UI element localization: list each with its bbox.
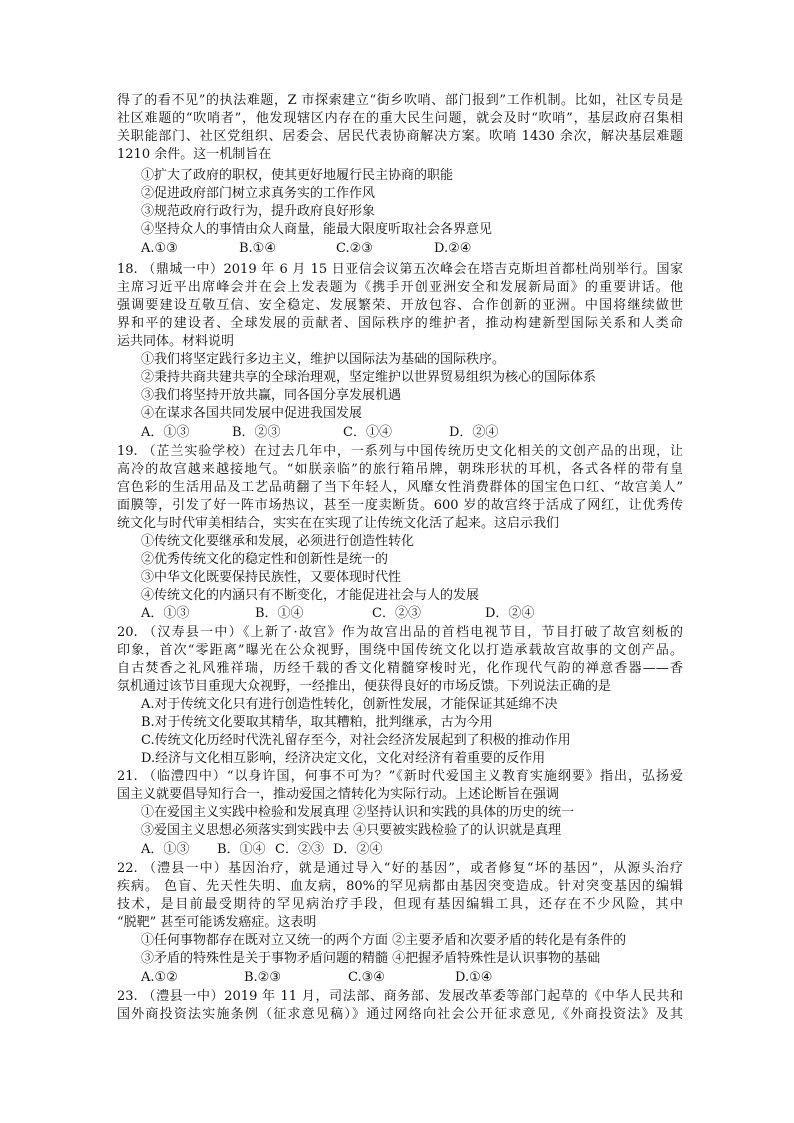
q17-choice-d: D.②④ xyxy=(434,241,472,256)
q21-line-2: 国主义就要倡导知行合一，推动爱国之情转化为实际行动。上述论断旨在强调 xyxy=(117,787,560,802)
q18-choice-b: B．②③ xyxy=(232,425,281,440)
q20-line-4: 氛机通过该节目重现大众视野，一经推出，便获得良好的市场反馈。下列说法正确的是 xyxy=(117,679,612,694)
q21-choice-c: C．②③ xyxy=(275,842,324,857)
q22-option-3-4: ③矛盾的特殊性是关于事物矛盾问题的精髓 ④把握矛盾特殊性是认识事物的基础 xyxy=(141,951,601,966)
q19-choice-d: D．②④ xyxy=(485,606,535,621)
q21-choice-b: B．①④ xyxy=(217,842,266,857)
q19-choice-a: A．①③ xyxy=(141,606,190,621)
q20-option-b: B.对于传统文化要取其精华，取其糟粕，批判继承，古为今用 xyxy=(141,715,493,730)
q20-line-1: 20. （汉寿县一中）《上新了·故宫》作为故宫出品的首档电视节目，节目打破了故宫刻板的 xyxy=(117,625,683,640)
q17-option-3: ③规范政府行政行为，提升政府良好形象 xyxy=(141,204,376,219)
q20-line-3: 自古焚香之礼风雅祥瑞，历经千载的香文化精髓穿梭时光，化作现代气韵的禅意香器——香 xyxy=(117,661,683,676)
q17-line-3: 关职能部门、社区党组织、居委会、居民代表协商解决方案。吹哨 1430 余次，解决基层难题 xyxy=(117,129,683,144)
q19-line-5: 统文化与时代审美相结合，实实在在实现了让传统文化活了起来。这启示我们 xyxy=(117,516,560,531)
q17-option-2: ②促进政府部门树立求真务实的工作作风 xyxy=(141,186,376,201)
q21-choice-d: D．②④ xyxy=(333,842,383,857)
q22-line-2: 疾病。 色盲、先天性失明、血友病，80%的罕见病都由基因突变造成。针对突变基因的编辑 xyxy=(117,879,683,894)
q20-option-c: C.传统文化历经时代洗礼留存至今，对社会经济发展起到了积极的推动作用 xyxy=(141,733,571,748)
q18-line-4: 界和平的建设者、全球发展的贡献者、国际秩序的维护者，推动构建新型国际关系和人类命 xyxy=(117,316,683,331)
q17-choice-a: A.①③ xyxy=(141,241,178,256)
q21-option-1-2: ①在爱国主义实践中检验和发展真理 ②坚持认识和实践的具体的历史的统一 xyxy=(141,805,575,820)
q18-line-3: 强调要建设互敬互信、安全稳定、发展繁荣、开放包容、合作创新的亚洲。中国将继续做世 xyxy=(117,298,683,313)
q19-option-1: ①传统文化要继承和发展，必须进行创造性转化 xyxy=(141,534,415,549)
q17-choice-c: C.②③ xyxy=(336,241,373,256)
q17-option-1: ①扩大了政府的职权，使其更好地履行民主协商的职能 xyxy=(141,168,454,183)
q23-line-2: 国外商投资法实施条例（征求意见稿）》通过网络向社会公开征求意见,《外商投资法》及其 xyxy=(117,1007,683,1022)
q18-line-5: 运共同体。材料说明 xyxy=(117,334,235,349)
q18-option-4: ④在谋求各国共同发展中促进我国发展 xyxy=(141,406,363,421)
q18-option-2: ②秉持共商共建共享的全球治理观，坚定维护以世界贸易组织为核心的国际体系 xyxy=(141,370,597,385)
q22-choice-a: A.①② xyxy=(141,970,178,985)
q19-option-2: ②优秀传统文化的稳定性和创新性是统一的 xyxy=(141,552,389,567)
q18-choice-a: A．①③ xyxy=(141,425,190,440)
q22-option-1-2: ①任何事物都存在既对立又统一的两个方面 ②主要矛盾和次要矛盾的转化是有条件的 xyxy=(141,933,627,948)
q17-line-4: 1210 余件。这一机制旨在 xyxy=(117,147,272,162)
q17-choice-b: B.①④ xyxy=(239,241,276,256)
q19-line-3: 宫色彩的生活用品及工艺品萌翻了当下年轻人，风靡女性消费群体的国宝色口红、“故宫美人” xyxy=(117,480,683,495)
q21-option-3-4: ③爱国主义思想必须落实到实践中去 ④只要被实践检验了的认识就是真理 xyxy=(141,823,562,838)
q17-line-2: 社区难题的“吹哨者”，他发现辖区内存在的重大民生问题，就会及时“吹哨”，基层政府召集相 xyxy=(117,111,683,126)
q18-line-1: 18. （鼎城一中）2019 年 6 月 15 日亚信会议第五次峰会在塔吉克斯坦首都杜尚别举行。国家 xyxy=(117,262,683,277)
q22-line-1: 22. （澧县一中）基因治疗，就是通过导入“好的基因”，或者修复“坏的基因”，从源头治疗 xyxy=(117,861,683,876)
q19-choice-b: B．①④ xyxy=(255,606,304,621)
q19-option-4: ④传统文化的内涵只有不断变化，才能促进社会与人的发展 xyxy=(141,588,480,603)
q17-line-1: 得了的看不见”的执法难题，Z 市探索建立“街乡吹哨、部门报到”工作机制。比如，社区专员是 xyxy=(117,93,683,108)
q22-choice-c: C.③④ xyxy=(348,970,385,985)
q20-option-d: D.经济与文化相互影响，经济决定文化，文化对经济有着重要的反作用 xyxy=(141,751,546,766)
q18-choice-d: D．②④ xyxy=(449,425,499,440)
q20-line-2: 印象，首次“零距离”曝光在公众视野，围绕中国传统文化以打造承载故宫故事的文创产品。 xyxy=(117,643,683,658)
q18-option-3: ③我们将坚持开放共赢，同各国分享发展机遇 xyxy=(141,388,402,403)
q23-line-1: 23. （澧县一中）2019 年 11 月，司法部、商务部、发展改革委等部门起草的《中华人民共和 xyxy=(117,989,683,1004)
q20-option-a: A.对于传统文化只有进行创造性转化，创新性发展，才能保证其延绵不决 xyxy=(141,697,558,712)
q21-choice-a: A．①③ xyxy=(141,842,190,857)
q22-choice-d: D.①④ xyxy=(455,970,493,985)
q18-line-2: 主席习近平出席峰会并在会上发表题为《携手开创亚洲安全和发展新局面》的重要讲话。他 xyxy=(117,280,683,295)
q22-line-4: “脱靶” 甚至可能诱发癌症。这表明 xyxy=(117,915,317,930)
q18-choice-c: C．①④ xyxy=(343,425,392,440)
q18-option-1: ①我们将坚定践行多边主义，维护以国际法为基础的国际秩序。 xyxy=(141,352,506,367)
q17-option-4: ④坚持众人的事情由众人商量，能最大限度听取社会各界意见 xyxy=(141,222,493,237)
q21-line-1: 21. （临澧四中）“以身许国，何事不可为？”《新时代爱国主义教育实施纲要》指出，弘扬爱 xyxy=(117,769,683,784)
q19-line-2: 高冷的故宫越来越接地气。“如朕亲临”的旅行箱吊牌，朝珠形状的耳机，各式各样的带有皇 xyxy=(117,462,683,477)
q19-line-4: 面膜等，引发了好一阵市场热议，甚至一度卖断货。600 岁的故宫终于活成了网红，让优秀传 xyxy=(117,498,683,513)
q19-choice-c: C．②③ xyxy=(372,606,421,621)
q22-line-3: 技术，是目前最受期待的罕见病治疗手段，但现有基因编辑工具，还存在不少风险，其中 xyxy=(117,897,683,912)
q19-line-1: 19. （芷兰实验学校）在过去几年中，一系列与中国传统历史文化相关的文创产品的出现，让 xyxy=(117,444,683,459)
q19-option-3: ③中华文化既要保持民族性，又要体现时代性 xyxy=(141,570,402,585)
q22-choice-b: B.②③ xyxy=(244,970,281,985)
